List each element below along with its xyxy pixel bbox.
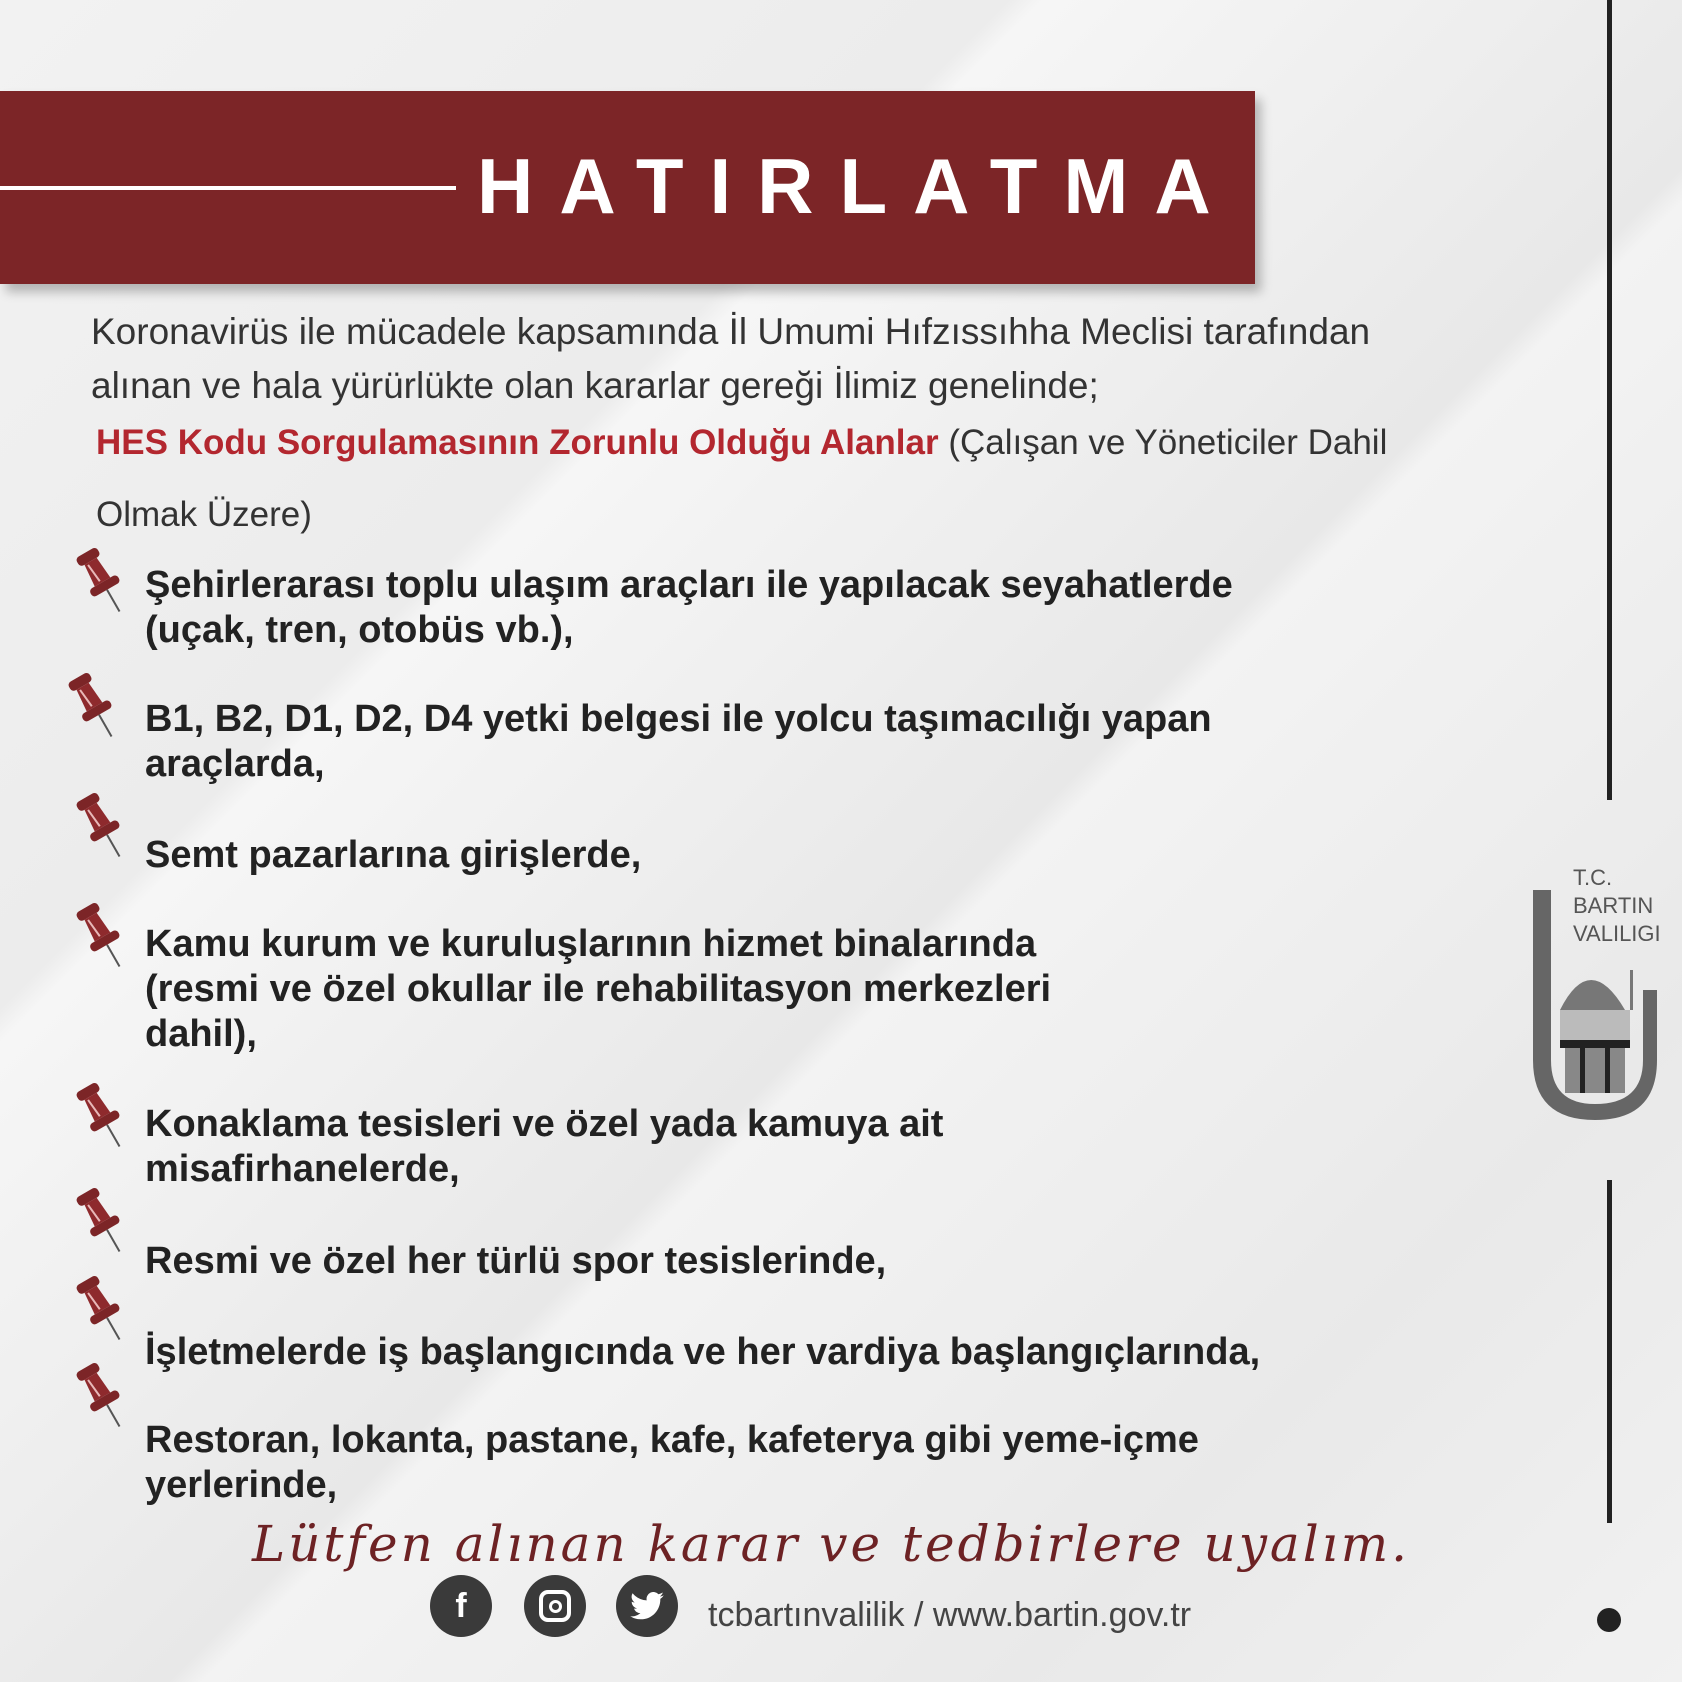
list-item-text: Resmi ve özel her türlü spor tesislerinde, [145,1240,887,1282]
list-item-text: Kamu kurum ve kuruluşlarının hizmet binalarında [145,923,1037,965]
list-item-text: Şehirlerarası toplu ulaşım araçları ile yapılacak seyahatlerde [145,564,1233,606]
decor-dot [1597,1608,1621,1632]
footer-links[interactable]: tcbartınvalilik / www.bartin.gov.tr [708,1596,1192,1634]
hes-heading [96,421,1387,465]
instagram-icon[interactable] [524,1575,586,1637]
slogan: Lütfen alınan karar ve tedbirlere uyalım. [252,1515,1411,1573]
page-title: HATIRLATMA [477,142,1237,230]
intro-line-1: Koronavirüs ile mücadele kapsamında İl Umumi Hıfzıssıhha Meclisi tarafından [91,311,1371,352]
pushpin-icon [76,1268,136,1348]
logo-bartin: BARTIN [1573,893,1654,918]
pushpin-icon [76,540,136,620]
pushpin-icon [76,1075,136,1155]
divider-line-bottom [1607,1180,1612,1523]
list-item-text: misafirhanelerde, [145,1148,460,1190]
twitter-icon[interactable] [616,1575,678,1637]
list-item-text: dahil), [145,1013,257,1055]
list-item-text: Semt pazarlarına girişlerde, [145,834,642,876]
logo-tc: T.C. [1573,865,1613,890]
bartin-valiligi-logo [1525,860,1675,1130]
hes-note-2: Olmak Üzere) [96,495,312,534]
divider-line-top [1607,0,1612,800]
pushpin-icon [76,1355,136,1435]
facebook-icon[interactable]: f [430,1575,492,1637]
hes-note: (Çalışan ve Yöneticiler Dahil [938,423,1388,462]
hes-label: HES Kodu Sorgulamasının Zorunlu Olduğu Alanlar [96,423,939,462]
intro-line-2: alınan ve hala yürürlükte olan kararlar gereği İlimiz genelinde; [91,365,1099,406]
pushpin-icon [68,665,128,745]
pushpin-icon [76,1180,136,1260]
list-item-text: (resmi ve özel okullar ile rehabilitasyon merkezleri [145,968,1052,1010]
list-item-text: Konaklama tesisleri ve özel yada kamuya ait [145,1103,944,1145]
logo-text [1573,864,1661,948]
list-item-text: Restoran, lokanta, pastane, kafe, kafeterya gibi yeme-içme [145,1419,1199,1461]
list-item-text: (uçak, tren, otobüs vb.), [145,609,574,651]
banner-line [0,186,456,190]
pushpin-icon [76,785,136,865]
pushpin-icon [76,895,136,975]
list-item-text: İşletmelerde iş başlangıcında ve her vardiya başlangıçlarında, [145,1331,1261,1373]
list-item-text: araçlarda, [145,743,325,785]
list-item-text: B1, B2, D1, D2, D4 yetki belgesi ile yolcu taşımacılığı yapan [145,698,1212,740]
list-item-text: yerlerinde, [145,1464,338,1506]
logo-valiligi: VALILIGI [1573,921,1661,946]
